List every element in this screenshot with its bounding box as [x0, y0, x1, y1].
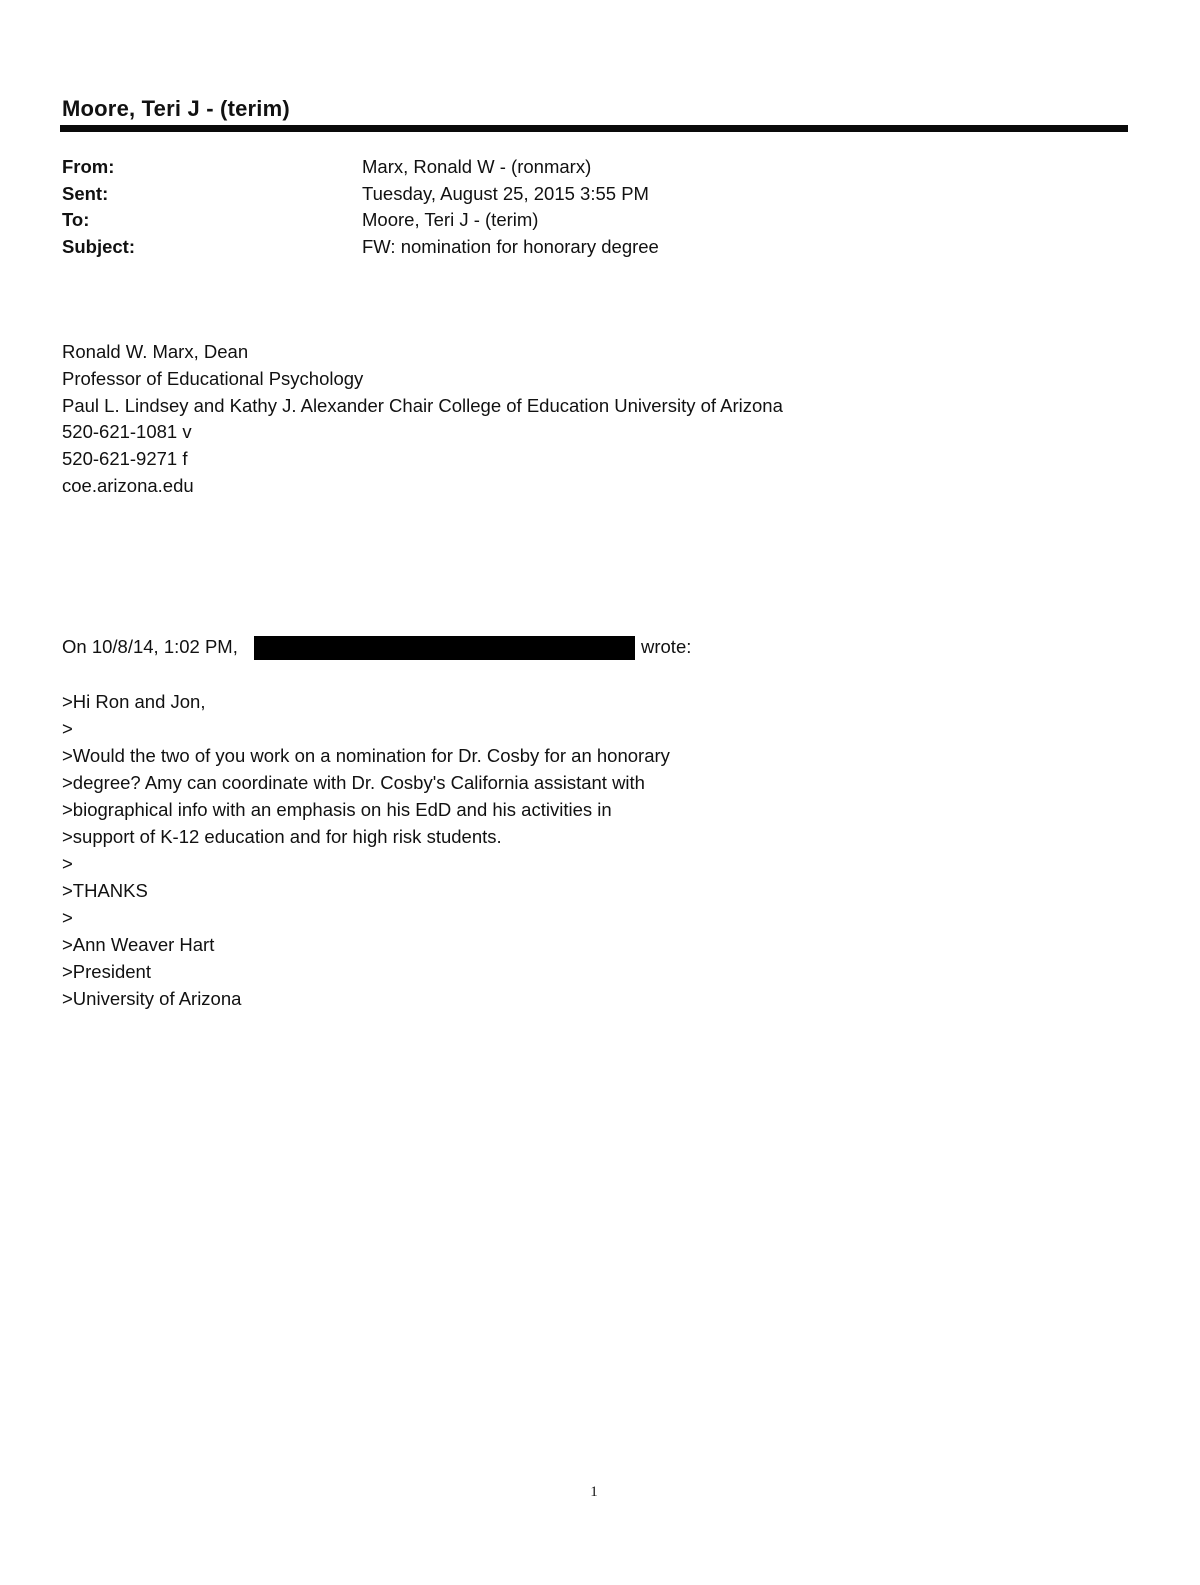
- header-label: To:: [62, 209, 90, 230]
- header-row-sent: [62, 181, 1062, 208]
- quoted-line: >: [62, 718, 73, 739]
- redaction-bar: [254, 636, 635, 660]
- quoted-line: >biographical info with an emphasis on his EdD and his activities in: [62, 799, 612, 820]
- quoted-line: >degree? Amy can coordinate with Dr. Cosby's California assistant with: [62, 772, 645, 793]
- mailbox-owner-title: Moore, Teri J - (terim): [62, 96, 290, 121]
- signature-line: 520-621-9271 f: [62, 448, 188, 470]
- header-label: Subject:: [62, 235, 135, 257]
- signature-line: coe.arizona.edu: [62, 474, 194, 496]
- quoted-message: [62, 688, 670, 1012]
- signature-line: Paul L. Lindsey and Kathy J. Alexander Chair College of Education University of Arizona: [62, 394, 783, 416]
- header-value-subject: FW: nomination for honorary degree: [362, 235, 659, 257]
- quoted-line: >: [62, 853, 73, 874]
- signature-line: Professor of Educational Psychology: [62, 367, 364, 389]
- header-value-sent: Tuesday, August 25, 2015 3:55 PM: [362, 182, 649, 204]
- email-header: [62, 154, 1062, 260]
- quoted-line: >President: [62, 961, 151, 982]
- header-row-to: [62, 207, 1062, 234]
- quoted-line: >Would the two of you work on a nomination for Dr. Cosby for an honorary: [62, 745, 670, 766]
- signature-line: 520-621-1081 v: [62, 421, 192, 443]
- quote-intro-prefix: On 10/8/14, 1:02 PM,: [62, 636, 238, 657]
- quoted-line: >Hi Ron and Jon,: [62, 691, 206, 712]
- signature-block: [62, 339, 783, 500]
- quoted-line: >University of Arizona: [62, 988, 242, 1009]
- header-label: Sent:: [62, 182, 109, 204]
- quoted-line: >Ann Weaver Hart: [62, 934, 215, 955]
- quoted-line: >: [62, 907, 73, 928]
- title-divider: [60, 125, 1128, 132]
- header-row-subject: [62, 234, 1062, 261]
- quote-intro-suffix: wrote:: [641, 636, 692, 657]
- header-value-from: Marx, Ronald W - (ronmarx): [362, 156, 592, 177]
- header-row-from: [62, 154, 1062, 181]
- header-label: From:: [62, 156, 115, 177]
- quoted-line: >support of K-12 education and for high risk students.: [62, 826, 502, 847]
- quoted-line: >THANKS: [62, 880, 148, 901]
- header-value-to: Moore, Teri J - (terim): [362, 209, 539, 230]
- signature-line: Ronald W. Marx, Dean: [62, 341, 249, 362]
- page-number: 1: [590, 1484, 598, 1500]
